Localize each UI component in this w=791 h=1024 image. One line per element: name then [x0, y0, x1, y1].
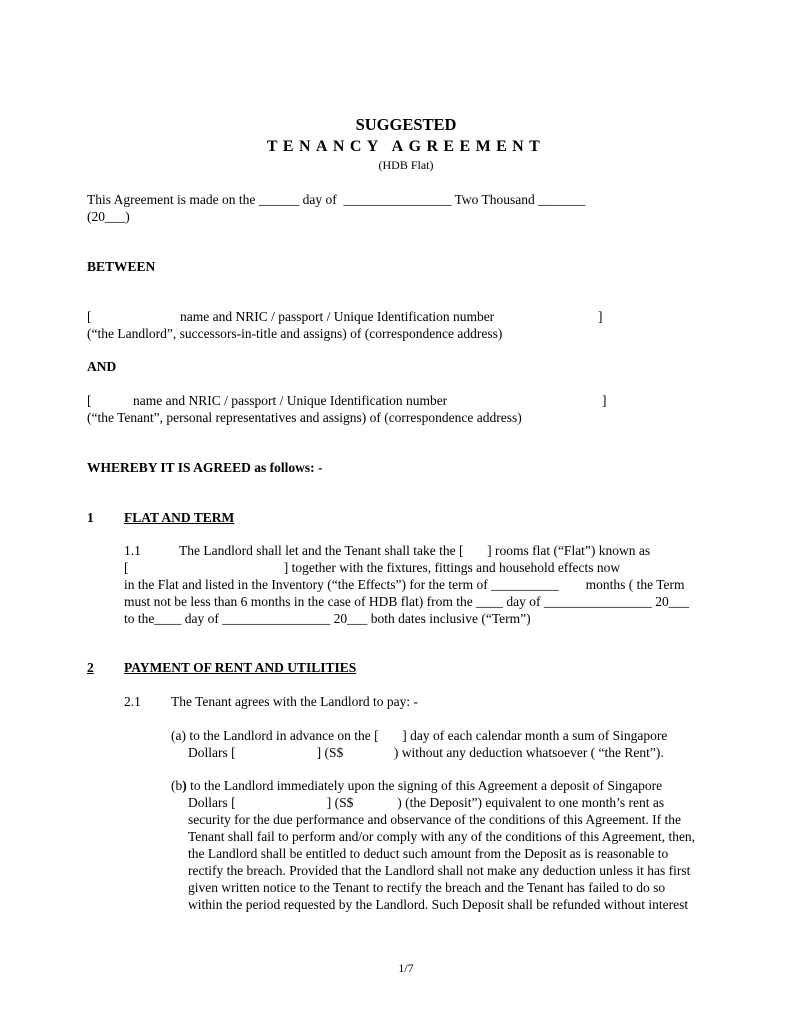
clause-2-1-number: 2.1	[124, 694, 141, 709]
and-label: AND	[87, 359, 117, 374]
item-b-label-paren: )	[182, 778, 187, 793]
section-2-heading: PAYMENT OF RENT AND UTILITIES	[124, 660, 357, 675]
item-a-line: (a) to the Landlord in advance on the [ ] day of each calendar month a sum of Singapore	[171, 728, 668, 743]
tenant-fields: name and NRIC / passport / Unique Identification number	[133, 393, 448, 408]
landlord-fields: name and NRIC / passport / Unique Identification number	[180, 309, 495, 324]
item-b-line: the Landlord shall be entitled to deduct such amount from the Deposit as is reasonable to	[188, 846, 669, 861]
item-b-line: rectify the breach. Provided that the Landlord shall not make any deduction unless it has first	[188, 863, 691, 878]
section-1-heading: FLAT AND TERM	[124, 510, 235, 525]
whereby-heading: WHEREBY IT IS AGREED as follows: -	[87, 460, 323, 475]
clause-1-1-number: 1.1	[124, 543, 141, 558]
section-2-number: 2	[87, 660, 94, 675]
between-label: BETWEEN	[87, 259, 156, 274]
page-number: 1/7	[398, 961, 414, 975]
clause-2-1-text: The Tenant agrees with the Landlord to pay: -	[171, 694, 418, 709]
document-subtitle: TENANCY AGREEMENT	[266, 138, 546, 155]
section-1-number: 1	[87, 510, 94, 525]
tenant-close-bracket: ]	[602, 393, 607, 408]
landlord-description: (“the Landlord”, successors-in-title and assigns) of (correspondence address)	[87, 326, 503, 341]
clause-1-1-line: The Landlord shall let and the Tenant shall take the [ ] rooms flat (“Flat”) known as	[179, 543, 651, 558]
intro-line-2: (20___)	[87, 209, 130, 224]
tenant-open-bracket: [	[87, 393, 92, 408]
clause-1-1-line: to the____ day of ________________ 20___ both dates inclusive (“Term”)	[124, 611, 531, 626]
item-b-line: within the period requested by the Landlord. Such Deposit shall be refunded without interest	[188, 897, 689, 912]
item-b-first-line	[171, 778, 662, 794]
clause-1-1-line: must not be less than 6 months in the case of HDB flat) from the ____ day of ________________ 20___	[124, 594, 690, 609]
clause-1-1-line: [ ] together with the fixtures, fittings and household effects now	[124, 560, 621, 575]
landlord-close-bracket: ]	[598, 309, 603, 324]
item-b-line: Dollars [ ] (S$ ) (the Deposit”) equivalent to one month’s rent as	[188, 795, 665, 810]
intro-line-1: This Agreement is made on the ______ day of ________________ Two Thousand _______	[87, 192, 586, 207]
flat-type-label: (HDB Flat)	[378, 158, 434, 172]
landlord-open-bracket: [	[87, 309, 92, 324]
clause-1-1-line: in the Flat and listed in the Inventory (“the Effects”) for the term of __________ months ( the Term	[124, 577, 685, 592]
item-b-line: security for the due performance and observance of the conditions of this Agreement. If the	[188, 812, 681, 827]
item-b-label: (b	[171, 778, 183, 793]
item-b-first-text: to the Landlord immediately upon the signing of this Agreement a deposit of Singapore	[186, 778, 663, 793]
tenant-description: (“the Tenant”, personal representatives and assigns) of (correspondence address)	[87, 410, 522, 425]
document-title: SUGGESTED	[355, 115, 457, 134]
item-a-line: Dollars [ ] (S$ ) without any deduction whatsoever ( “the Rent”).	[188, 745, 664, 760]
item-b-line: Tenant shall fail to perform and/or comply with any of the conditions of this Agreement, then,	[188, 829, 696, 844]
item-b-line: given written notice to the Tenant to rectify the breach and the Tenant has failed to do so	[188, 880, 666, 895]
